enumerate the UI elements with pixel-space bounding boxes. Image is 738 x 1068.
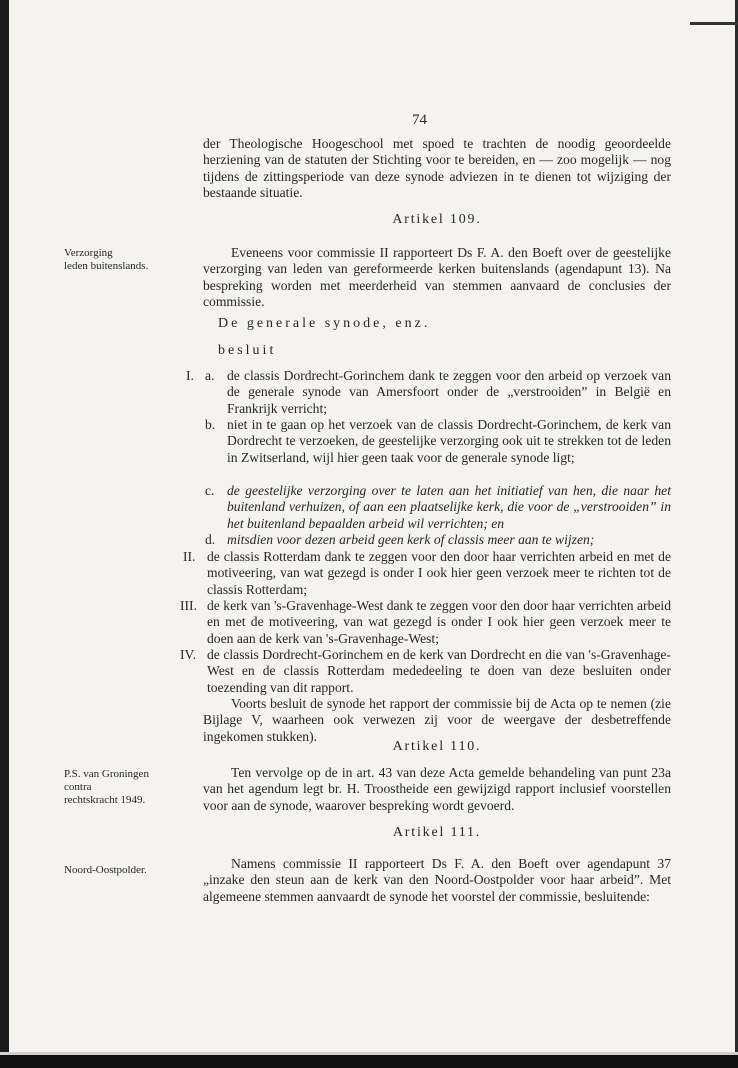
margin-note-109: Verzorging leden buitenslands. [64, 247, 149, 272]
artikel-109-closing: Voorts besluit de synode het rapport der commissie bij de Acta op te nemen (zie Bijlage V, waarheen ook verwezen zij voor de weergave der desbetreffende ingekomen stukken). [203, 696, 671, 744]
margin-note-111: Noord-Oostpolder. [64, 864, 147, 876]
artikel-110-heading: Artikel 110. [392, 739, 482, 754]
artikel-110-paragraph: Ten vervolge op de in art. 43 van deze Acta gemelde behandeling van punt 23a van het agendum legt br. H. Troostheide een gewijzigd rapport inclusief voorstellen voor aan de synode, waarover bespreking wordt gevoerd. [203, 765, 671, 813]
besluit-label: besluit [218, 343, 277, 358]
scan-edge-left [0, 0, 9, 1068]
scan-edge-bottom [0, 1055, 738, 1068]
intro-paragraph: der Theologische Hoogeschool met spoed te trachten de noodig geoordeelde herziening van de statuten der Stichting voor te bereiden, en — zoo mogelijk — nog tijdens de zittingsperiode van deze synode adviezen in te dienen tot wijziging der bestaande situatie. [203, 136, 671, 201]
scan-edge-top [690, 22, 738, 25]
synode-line: De generale synode, enz. [218, 316, 431, 331]
artikel-109-paragraph: Eveneens voor commissie II rapporteert Ds F. A. den Boeft over de geestelijke verzorging van leden van gereformeerde kerken buitenslands (agendapunt 13). Na bespreking worden met meerderheid van stemmen aanvaard de conclusies der commissie. [203, 245, 671, 310]
page-number: 74 [412, 112, 427, 128]
margin-note-110: P.S. van Groningen contra rechtskracht 1949. [64, 768, 149, 806]
artikel-111-paragraph: Namens commissie II rapporteert Ds F. A. den Boeft over agendapunt 37 „inzake den steun aan de kerk van den Noord-Oostpolder voor haar arbeid”. Met algemeene stemmen aanvaardt de synode het voorstel der commissie, besluitende: [203, 856, 671, 904]
artikel-109-heading: Artikel 109. [392, 212, 482, 227]
artikel-111-heading: Artikel 111. [392, 825, 482, 840]
